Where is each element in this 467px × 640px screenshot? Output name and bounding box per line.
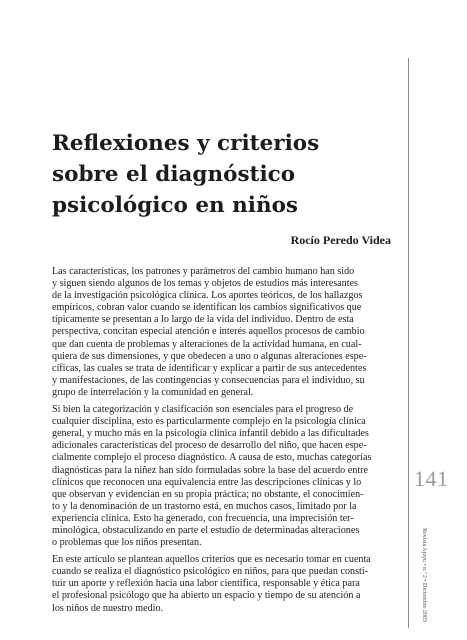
text-line: el profesional psicólogo que ha abierto un espacio y tiempo de su atención a [52,590,361,602]
text-line: general, y mucho más en la psicología clínica infantil debido a las dificultades [52,428,369,440]
paragraph-1 [52,266,390,399]
text-line: minológica, obstaculizando en parte el estudio de determinadas alteraciones [52,524,360,536]
text-line: o problemas que los niños presentan. [52,537,202,549]
text-line: de la investigación psicológica clínica. Los aportes teóricos, de los hallazgos [52,290,363,302]
title-line: psicológico en niños [52,193,299,218]
text-line: clínicos que reconocen una equivalencia entre las descripciones clínicas y lo [52,476,362,488]
text-line: En este artículo se plantean aquellos criterios que es necesario tomar en cuenta [52,554,371,566]
text-line: cialmente complejo el proceso diagnóstico. A causa de esto, muchas categorías [52,452,372,464]
text-line: y siguen siendo algunos de los temas y objetos de estudios más interesantes [52,278,358,290]
text-line: típicamente se presentan a lo largo de la vida del individuo. Dentro de esta [52,314,354,326]
journal-reference [421,528,427,622]
text-line: adicionales características del proceso de desarrollo del niño, que hacen espe- [52,440,367,452]
text-line: Si bien la categorización y clasificación son esenciales para el progreso de [52,404,354,416]
paragraph-2 [52,404,390,549]
text-line: cíficas, las cuales se trata de identificar y explicar a partir de sus antecedentes [52,362,367,374]
margin-rule [408,58,409,628]
text-line: que observan y evidencian en su propia práctica; no obstante, el conocimien- [52,488,364,500]
text-line: y manifestaciones, de las contingencias y consecuencias para el individuo, su [52,374,365,386]
text-line: cuando se realiza el diagnóstico psicológico en niños, para que puedan consti- [52,566,369,578]
article-body [52,266,390,620]
text-line: tuir un aporte y reflexión hacia una labor científica, responsable y ética para [52,578,360,590]
text-line: que dan cuenta de problemas y alteraciones de la actividad humana, en cual- [52,338,362,350]
paragraph-3 [52,554,390,614]
text-line: experiencia clínica. Esto ha generado, con frecuencia, una imprecisión ter- [52,512,354,524]
text-line: perspectiva, concitan especial atención e interés aquellos procesos de cambio [52,326,365,338]
text-line: grupo de interrelación y la comunidad en general. [52,386,254,398]
text-line: empíricos, cobran valor cuando se identifican los cambios significativos que [52,302,362,314]
text-line: cualquier disciplina, esto es particularmente complejo en la psicología clínica [52,416,366,428]
text-line: quiera de sus dimensiones, y que obedecen a uno o algunas alteraciones espe- [52,350,367,362]
title-line: sobre el diagnóstico [52,162,296,187]
author-name: Rocío Peredo Videa [290,233,391,247]
journal-line: Revista Ajayu • n.º 2 • Diciembre 2003 [421,528,427,622]
title-line: Reflexiones y criterios [52,131,320,156]
text-line: to y la denominación de un trastorno está, en muchos casos, limitado por la [52,500,357,512]
page-number: 141 [414,466,449,491]
article-title [52,128,382,221]
text-line: Las características, los patrones y parámetros del cambio humano han sido [52,266,355,277]
text-line: los niños de nuestro medio. [52,602,164,614]
text-line: diagnósticas para la niñez han sido formuladas sobre la base del acuerdo entre [52,464,369,476]
